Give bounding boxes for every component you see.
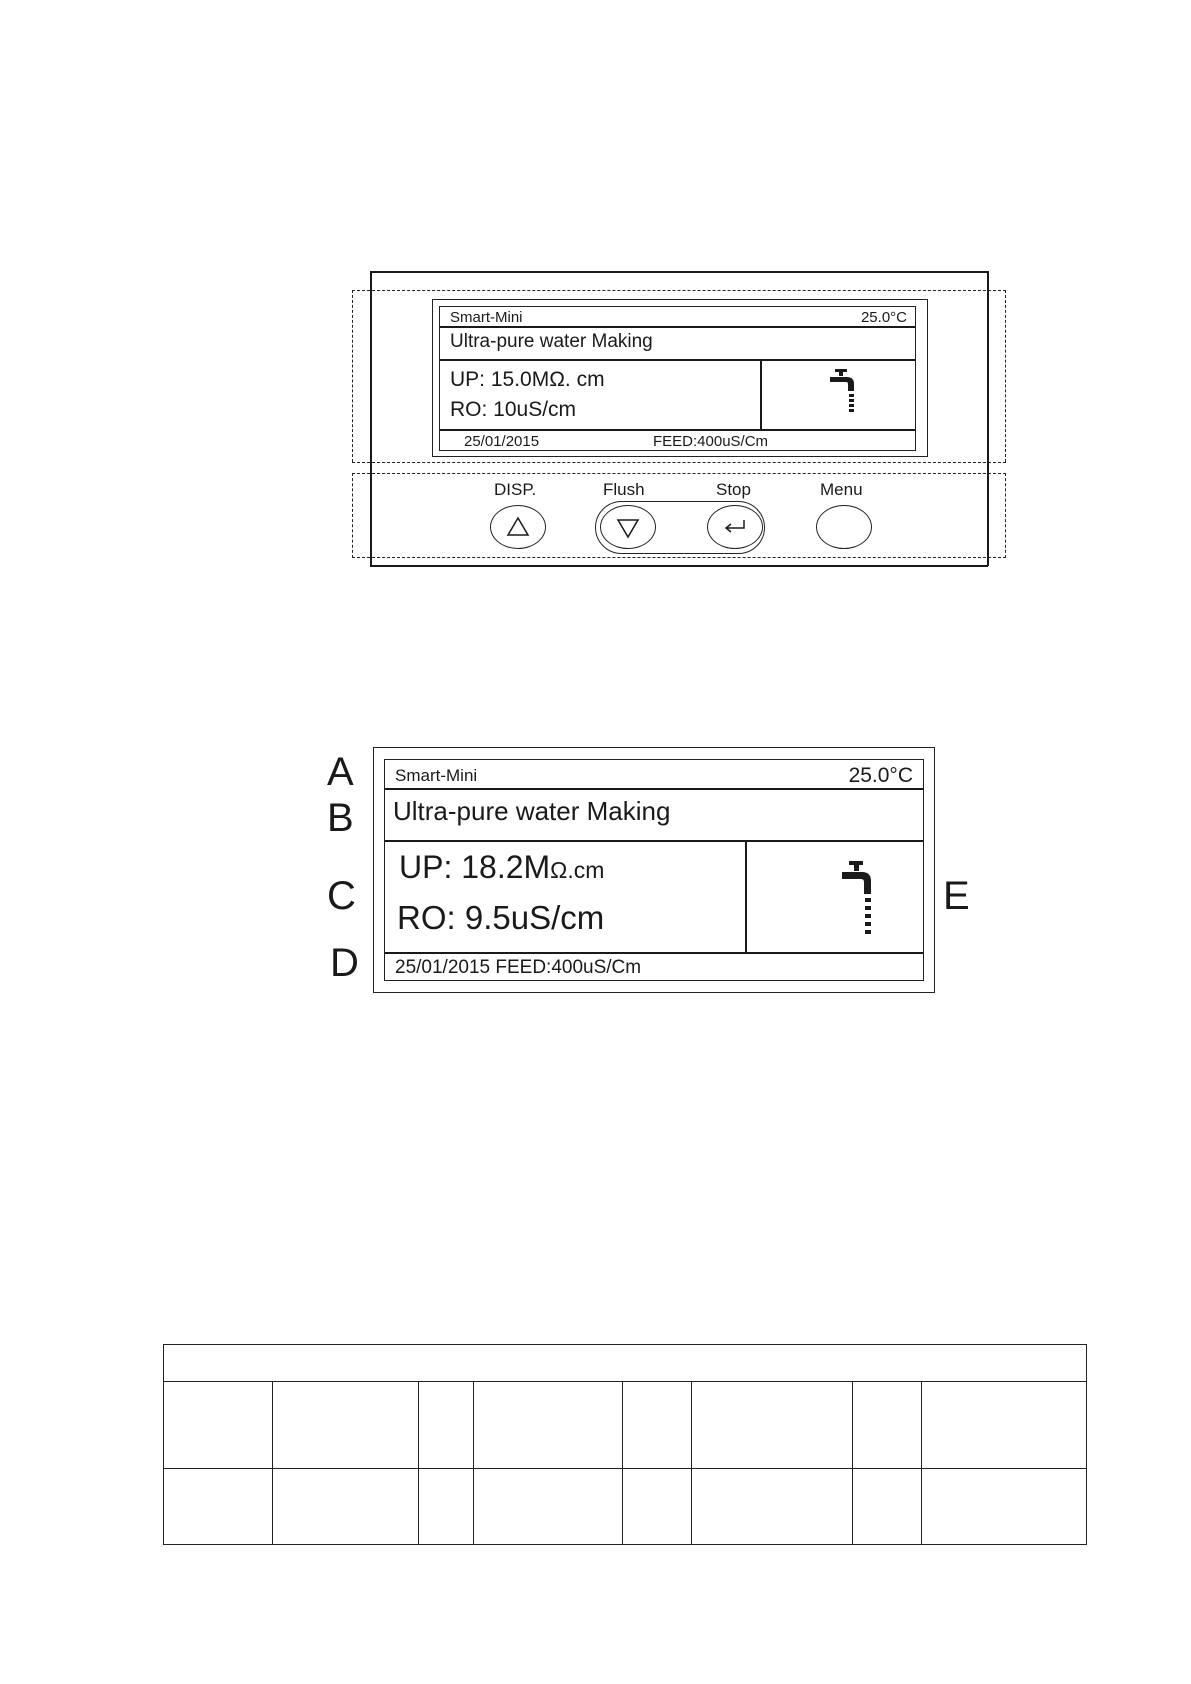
table-cell [922, 1469, 1087, 1545]
disp-button-label: DISP. [494, 480, 537, 499]
dashed-outline-left-upper [352, 290, 353, 462]
callout-e: E [943, 874, 970, 918]
screen-date: 25/01/2015 [464, 433, 540, 450]
faucet-icon [840, 861, 876, 937]
display-footer: 25/01/2015 FEED:400uS/Cm [395, 957, 642, 978]
table-cell [692, 1382, 853, 1469]
screen-feed: FEED:400uS/Cm [653, 433, 769, 450]
callout-c: C [327, 874, 356, 918]
screen-temperature: 25.0°C [860, 309, 907, 326]
table-cell [164, 1382, 273, 1469]
display-row-divider-b [385, 840, 923, 842]
display-up-value: UP: 18.2M [399, 849, 551, 885]
triangle-up-icon [506, 516, 530, 538]
bezel-top-edge [370, 271, 988, 273]
display-screen [384, 759, 924, 981]
display-column-divider [745, 840, 747, 953]
dashed-outline-right-upper [1005, 290, 1006, 462]
display-ro-reading: RO: 9.5uS/cm [397, 899, 605, 936]
display-up-unit: Ω.cm [550, 857, 605, 883]
display-up-reading [399, 851, 604, 883]
callout-b: B [327, 796, 354, 840]
table-cell [164, 1345, 1087, 1382]
stop-button[interactable] [707, 505, 763, 549]
bezel-right-edge [987, 271, 989, 566]
table-cell [474, 1469, 623, 1545]
dashed-outline-top [352, 290, 1006, 291]
screen-model-name: Smart-Mini [450, 309, 523, 326]
table-cell [922, 1382, 1087, 1469]
table-cell [474, 1382, 623, 1469]
menu-button[interactable] [816, 505, 872, 549]
table-cell [419, 1382, 474, 1469]
table-cell [692, 1469, 853, 1545]
bezel-bottom-edge [370, 565, 988, 567]
table-cell [164, 1469, 273, 1545]
dashed-outline-left-lower [352, 473, 353, 558]
table-header-row [164, 1345, 1087, 1382]
display-row-divider-a [385, 788, 923, 790]
callout-d: D [330, 941, 359, 985]
bezel-left-edge [370, 271, 372, 566]
screen-row-divider-b [440, 359, 915, 361]
table-cell [623, 1382, 692, 1469]
menu-button-label: Menu [820, 480, 863, 499]
display-temperature: 25.0°C [848, 764, 913, 787]
flush-button-label: Flush [603, 480, 645, 499]
table-row [164, 1382, 1087, 1469]
dashed-outline-mid-1 [352, 462, 1006, 463]
screen [439, 306, 916, 451]
dashed-outline-mid-2 [352, 473, 1006, 474]
display-row-divider-c [385, 952, 923, 954]
table-cell [853, 1469, 922, 1545]
screen-status: Ultra-pure water Making [450, 331, 653, 352]
table-cell [419, 1469, 474, 1545]
table-cell [853, 1382, 922, 1469]
screen-column-divider [760, 359, 762, 430]
table-cell [273, 1469, 419, 1545]
display-model-name: Smart-Mini [395, 766, 478, 785]
dashed-outline-bottom [352, 557, 1006, 558]
table-cell [623, 1469, 692, 1545]
screen-row-divider-c [440, 429, 915, 431]
disp-button[interactable] [490, 505, 546, 549]
screen-row-divider-a [440, 326, 915, 328]
table-row [164, 1469, 1087, 1545]
screen-ro-reading: RO: 10uS/cm [450, 398, 577, 421]
stop-button-label: Stop [716, 480, 751, 499]
display-status: Ultra-pure water Making [393, 796, 671, 826]
enter-arrow-icon [722, 518, 748, 536]
faucet-icon [828, 369, 858, 419]
triangle-down-icon [616, 517, 640, 539]
callout-a: A [327, 750, 354, 794]
table-cell [273, 1382, 419, 1469]
dashed-outline-right-lower [1005, 473, 1006, 558]
screen-up-reading: UP: 15.0MΩ. cm [450, 368, 605, 391]
flush-button[interactable] [600, 505, 656, 549]
empty-table [163, 1344, 1087, 1545]
